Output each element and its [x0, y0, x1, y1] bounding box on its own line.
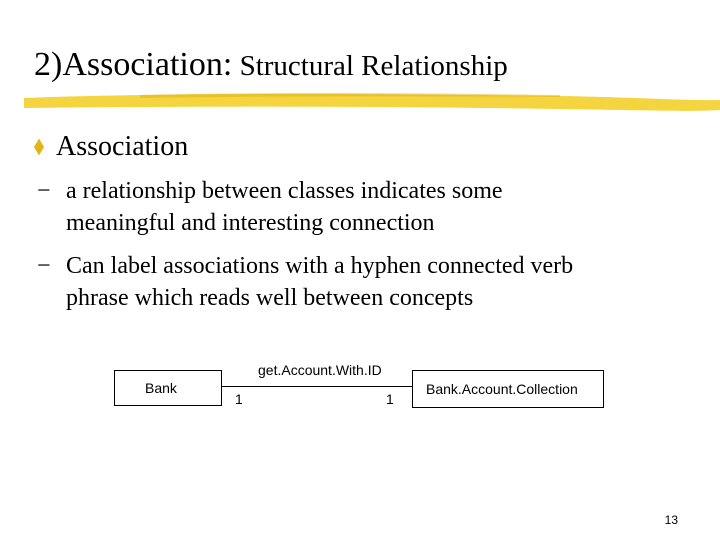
sub-item-2-line2: phrase which reads well between concepts: [66, 285, 474, 311]
title-main: 2)Association:: [34, 46, 233, 83]
class-name-bank-account-collection: Bank.Account.Collection: [426, 381, 578, 397]
dash-icon: −: [37, 253, 51, 279]
page-number: 13: [664, 513, 678, 527]
left-multiplicity: 1: [235, 391, 243, 407]
class-box-bank: [114, 370, 222, 406]
diamond-bullet-icon: [34, 139, 44, 156]
title-sub: Structural Relationship: [232, 50, 508, 82]
sub-item-1-line1: a relationship between classes indicates some: [66, 178, 503, 204]
sub-item-1: [37, 176, 697, 236]
association-label: get.Account.With.ID: [258, 362, 382, 378]
class-name-bank: Bank: [145, 380, 177, 396]
sub-item-2-line1: Can label associations with a hyphen connected verb: [66, 253, 574, 279]
dash-icon: −: [37, 178, 51, 204]
sub-item-2: [37, 251, 697, 311]
right-multiplicity: 1: [386, 391, 394, 407]
sub-item-1-line2: meaningful and interesting connection: [66, 210, 435, 236]
class-box-bank-account-collection: [412, 370, 604, 408]
title-underline-highlight: [0, 0, 720, 120]
bullet-text: Association: [56, 131, 189, 162]
bullet-association: [34, 131, 188, 163]
association-line: [221, 386, 412, 387]
